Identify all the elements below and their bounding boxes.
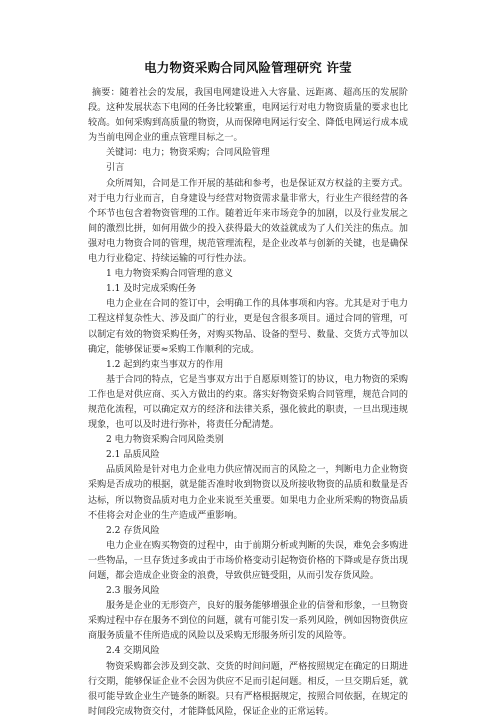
- section-2-3-paragraph: 服务是企业的无形资产，良好的服务能够增强企业的信誉和形象，一旦物资采购过程中存在服务不到位的问题，就有可能引发一系列风险，例如因物资供应商服务质量不佳所造成的风险以及采购无形服务所引发的风险等。: [88, 601, 408, 642]
- section-2-1-heading: 2.1 品质风险: [106, 450, 160, 461]
- section-2-4-heading: 2.4 交期风险: [106, 646, 160, 657]
- section-2-2-heading: 2.2 存货风险: [106, 525, 160, 536]
- document-title: 电力物资采购合同风险管理研究 许莹: [144, 60, 352, 75]
- keywords: 关键词：电力；物资采购；合同风险管理: [106, 148, 270, 159]
- section-2-1-paragraph: 品质风险是针对电力企业电力供应情况而言的风险之一，判断电力企业物资采购是否成功的根据，就是能否准时收到物资以及所接收物资的品质和数量是否达标，所以物资品质对电力企业来说至关重要。如果电力企业所采购的物资品质不佳将会对企业的生产造成严重影响。: [88, 465, 408, 521]
- intro-heading: 引言: [106, 163, 125, 174]
- section-1-heading: 1 电力物资采购合同管理的意义: [106, 269, 233, 280]
- abstract: 摘要：随着社会的发展，我国电网建设进入大容量、远距离、超高压的发展阶段。这种发展状态下电网的任务比较繁重，电网运行对电力物资质量的要求也比较高。如何采购到高质量的物资，从而保障电网运行安全、降低电网运行成本成为当前电网企业的重点管理目标之一。: [88, 88, 408, 144]
- section-2-4-paragraph: 物资采购都会涉及到交款、交货的时间问题，严格按照规定在确定的日期进行交期，能够保证企业不会因为供应不足而引起问题。相反，一旦交期后延，就很可能导致企业生产链条的断裂。只有严格根据规定，按照合同依据，在规定的时间段完成物资交付，才能降低风险，保证企业的正常运转。: [88, 661, 408, 717]
- intro-paragraph: 众所周知，合同是工作开展的基础和参考，也是保证双方权益的主要方式。对于电力行业而言，自身建设与经营对物资需求量非常大，行业生产很经营的各个环节也包含着物资管理的工作。随着近年来市场竞争的加剧，以及行业发展之间的激烈比拼，如何用做少的投入获得最大的效益就成为了人们关注的焦点。加强对电力物资合同的管理，规范管理流程，是企业改革与创新的关键，也是确保电力行业稳定、持续运输的可行性办法。: [88, 178, 408, 265]
- section-1-1-paragraph: 电力企业在合同的签订中，会明确工作的具体事项和内容。尤其是对于电力工程这样复杂性大、涉及面广的行业，更是包含很多项目。通过合同的管理，可以制定有效的物资采购任务，对购买物品、设备的型号、数量、交货方式等加以确定，能够保证要≈采购工作顺利的完成。: [88, 299, 408, 355]
- section-2-heading: 2 电力物资采购合同风险类别: [106, 435, 224, 446]
- section-2-3-heading: 2.3 服务风险: [106, 586, 160, 597]
- section-2-2-paragraph: 电力企业在购买物资的过程中，由于前期分析或判断的失误，难免会多购进一些物品，一旦存货过多或由于市场价格变动引起物资价格的下降或是存货出现问题，都会造成企业资金的浪费，导致供应链受阻，从而引发存货风险。: [88, 540, 408, 581]
- section-1-1-heading: 1.1 及时完成采购任务: [106, 284, 197, 295]
- section-1-2-heading: 1.2 起到约束当事双方的作用: [106, 359, 224, 370]
- section-1-2-paragraph: 基于合同的特点，它是当事双方出于自愿原则签订的协议，电力物资的采购工作也是对供应商、买入方做出的约束。落实好物资采购合同管理，规范合同的规范化流程，可以确定双方的经济和法律关系，强化彼此的职责，一旦出现违规现象，也可以及时进行弥补，将责任分配清楚。: [88, 374, 408, 431]
